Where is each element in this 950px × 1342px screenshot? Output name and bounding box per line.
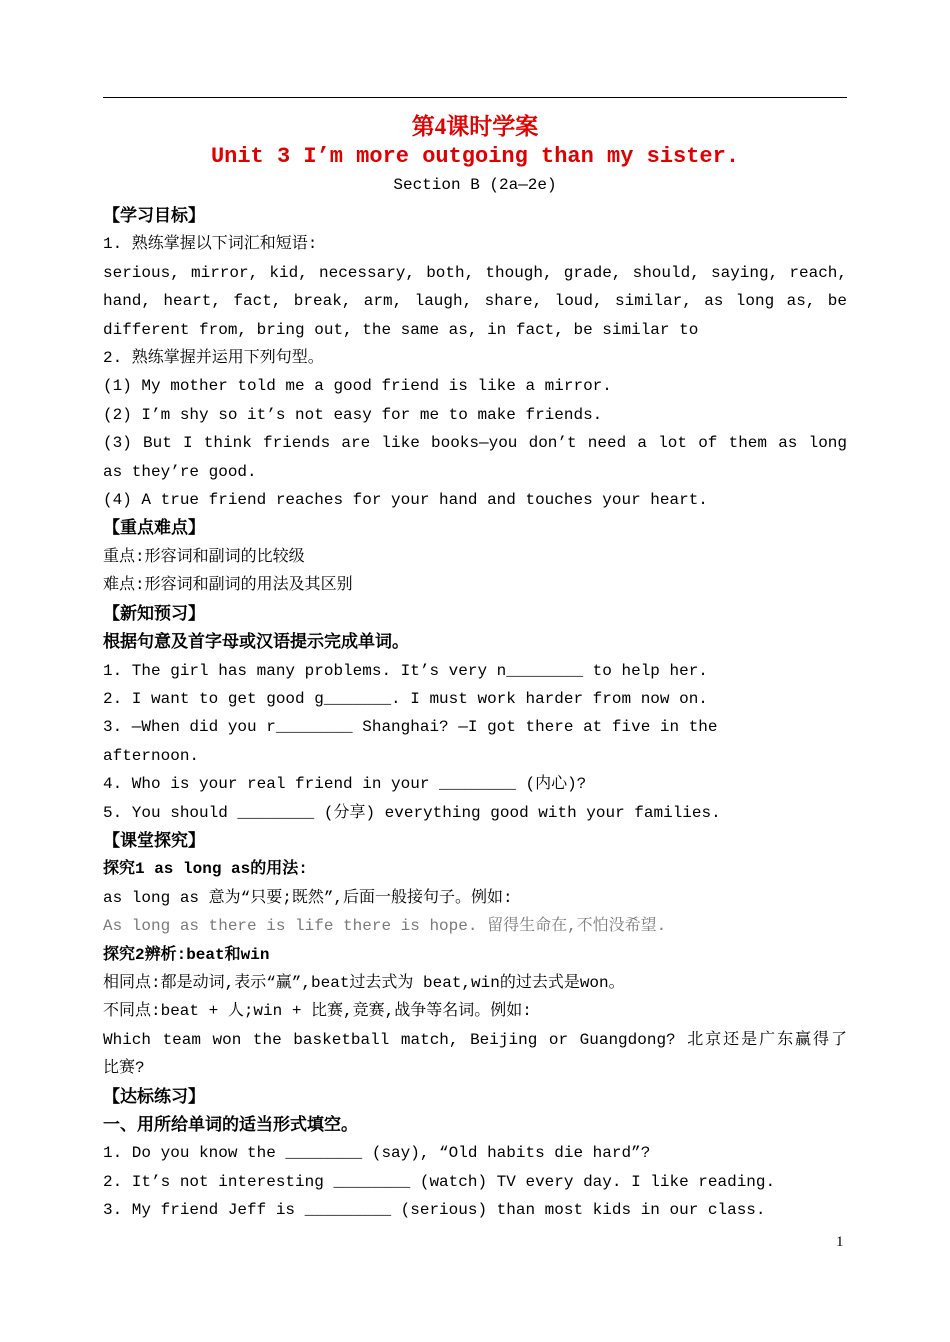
explore-topic-2-diff: 不同点:beat + 人;win + 比赛,竞赛,战争等名词。例如: [103, 1002, 532, 1021]
explore-heading: 【课堂探究】 [103, 830, 205, 850]
explore-topic-2-example-cont: 比赛? [103, 1059, 145, 1078]
preview-heading: 【新知预习】 [103, 603, 205, 623]
sentence-line: (2) I’m shy so it’s not easy for me to make friends. [103, 405, 603, 424]
explore-topic-1-example: As long as there is life there is hope. 留得生命在,不怕没希望. [103, 917, 667, 936]
page-number: 1 [836, 1234, 844, 1250]
objectives-heading: 【学习目标】 [103, 206, 205, 225]
practice-part-1: 一、用所给单词的适当形式填空。 [103, 1115, 358, 1134]
vocab-line: different from, bring out, the same as, in fact, be similar to [103, 320, 699, 339]
sentence-line: (3) But I think friends are like books—you don’t need a lot of them as long [103, 434, 847, 453]
explore-topic-2-example: Which team won the basketball match, Beijing or Guangdong? 北京还是广东赢得了 [103, 1030, 847, 1049]
preview-item: afternoon. [103, 746, 200, 765]
unit-title: Unit 3 I’m more outgoing than my sister. [210, 144, 740, 169]
preview-item: 2. I want to get good g_______. I must work harder from now on. [103, 689, 708, 708]
difficult-point: 难点:形容词和副词的用法及其区别 [103, 576, 353, 595]
practice-heading: 【达标练习】 [103, 1086, 205, 1106]
objective-item-1: 1. 熟练掌握以下词汇和短语: [103, 235, 318, 254]
preview-item: 4. Who is your real friend in your ________ (内心)? [103, 775, 587, 794]
explore-topic-1-title: 探究1 as long as的用法: [103, 860, 308, 879]
lesson-title: 第4课时学案 [411, 114, 539, 139]
explore-topic-2-same: 相同点:都是动词,表示“赢”,beat过去式为 beat,win的过去式是won。 [103, 973, 625, 992]
explore-topic-1-desc: as long as 意为“只要;既然”,后面一般接句子。例如: [103, 888, 513, 907]
practice-item: 3. My friend Jeff is _________ (serious) than most kids in our class. [103, 1201, 766, 1220]
header-rule [103, 97, 847, 98]
preview-instruction: 根据句意及首字母或汉语提示完成单词。 [103, 632, 409, 652]
practice-item: 1. Do you know the ________ (say), “Old habits die hard”? [103, 1144, 651, 1163]
key-points-heading: 【重点难点】 [103, 518, 205, 538]
key-point: 重点:形容词和副词的比较级 [103, 547, 305, 566]
explore-topic-2-title: 探究2辨析:beat和win [103, 945, 270, 964]
objective-item-2: 2. 熟练掌握并运用下列句型。 [103, 349, 324, 368]
vocab-line: hand, heart, fact, break, arm, laugh, share, loud, similar, as long as, be [103, 292, 847, 311]
sentence-line: (4) A true friend reaches for your hand and touches your heart. [103, 491, 708, 510]
practice-item: 2. It’s not interesting ________ (watch) TV every day. I like reading. [103, 1172, 776, 1191]
vocab-line: serious, mirror, kid, necessary, both, though, grade, should, saying, reach, [103, 263, 847, 282]
section-label: Section B (2a—2e) [393, 176, 557, 194]
document-body [103, 112, 847, 1225]
sentence-line: as they’re good. [103, 462, 257, 481]
preview-item: 5. You should ________ (分享) everything good with your families. [103, 803, 721, 822]
preview-item: 1. The girl has many problems. It’s very n________ to help her. [103, 661, 708, 680]
preview-item: 3. —When did you r________ Shanghai? —I got there at five in the [103, 718, 718, 737]
sentence-line: (1) My mother told me a good friend is like a mirror. [103, 377, 612, 396]
